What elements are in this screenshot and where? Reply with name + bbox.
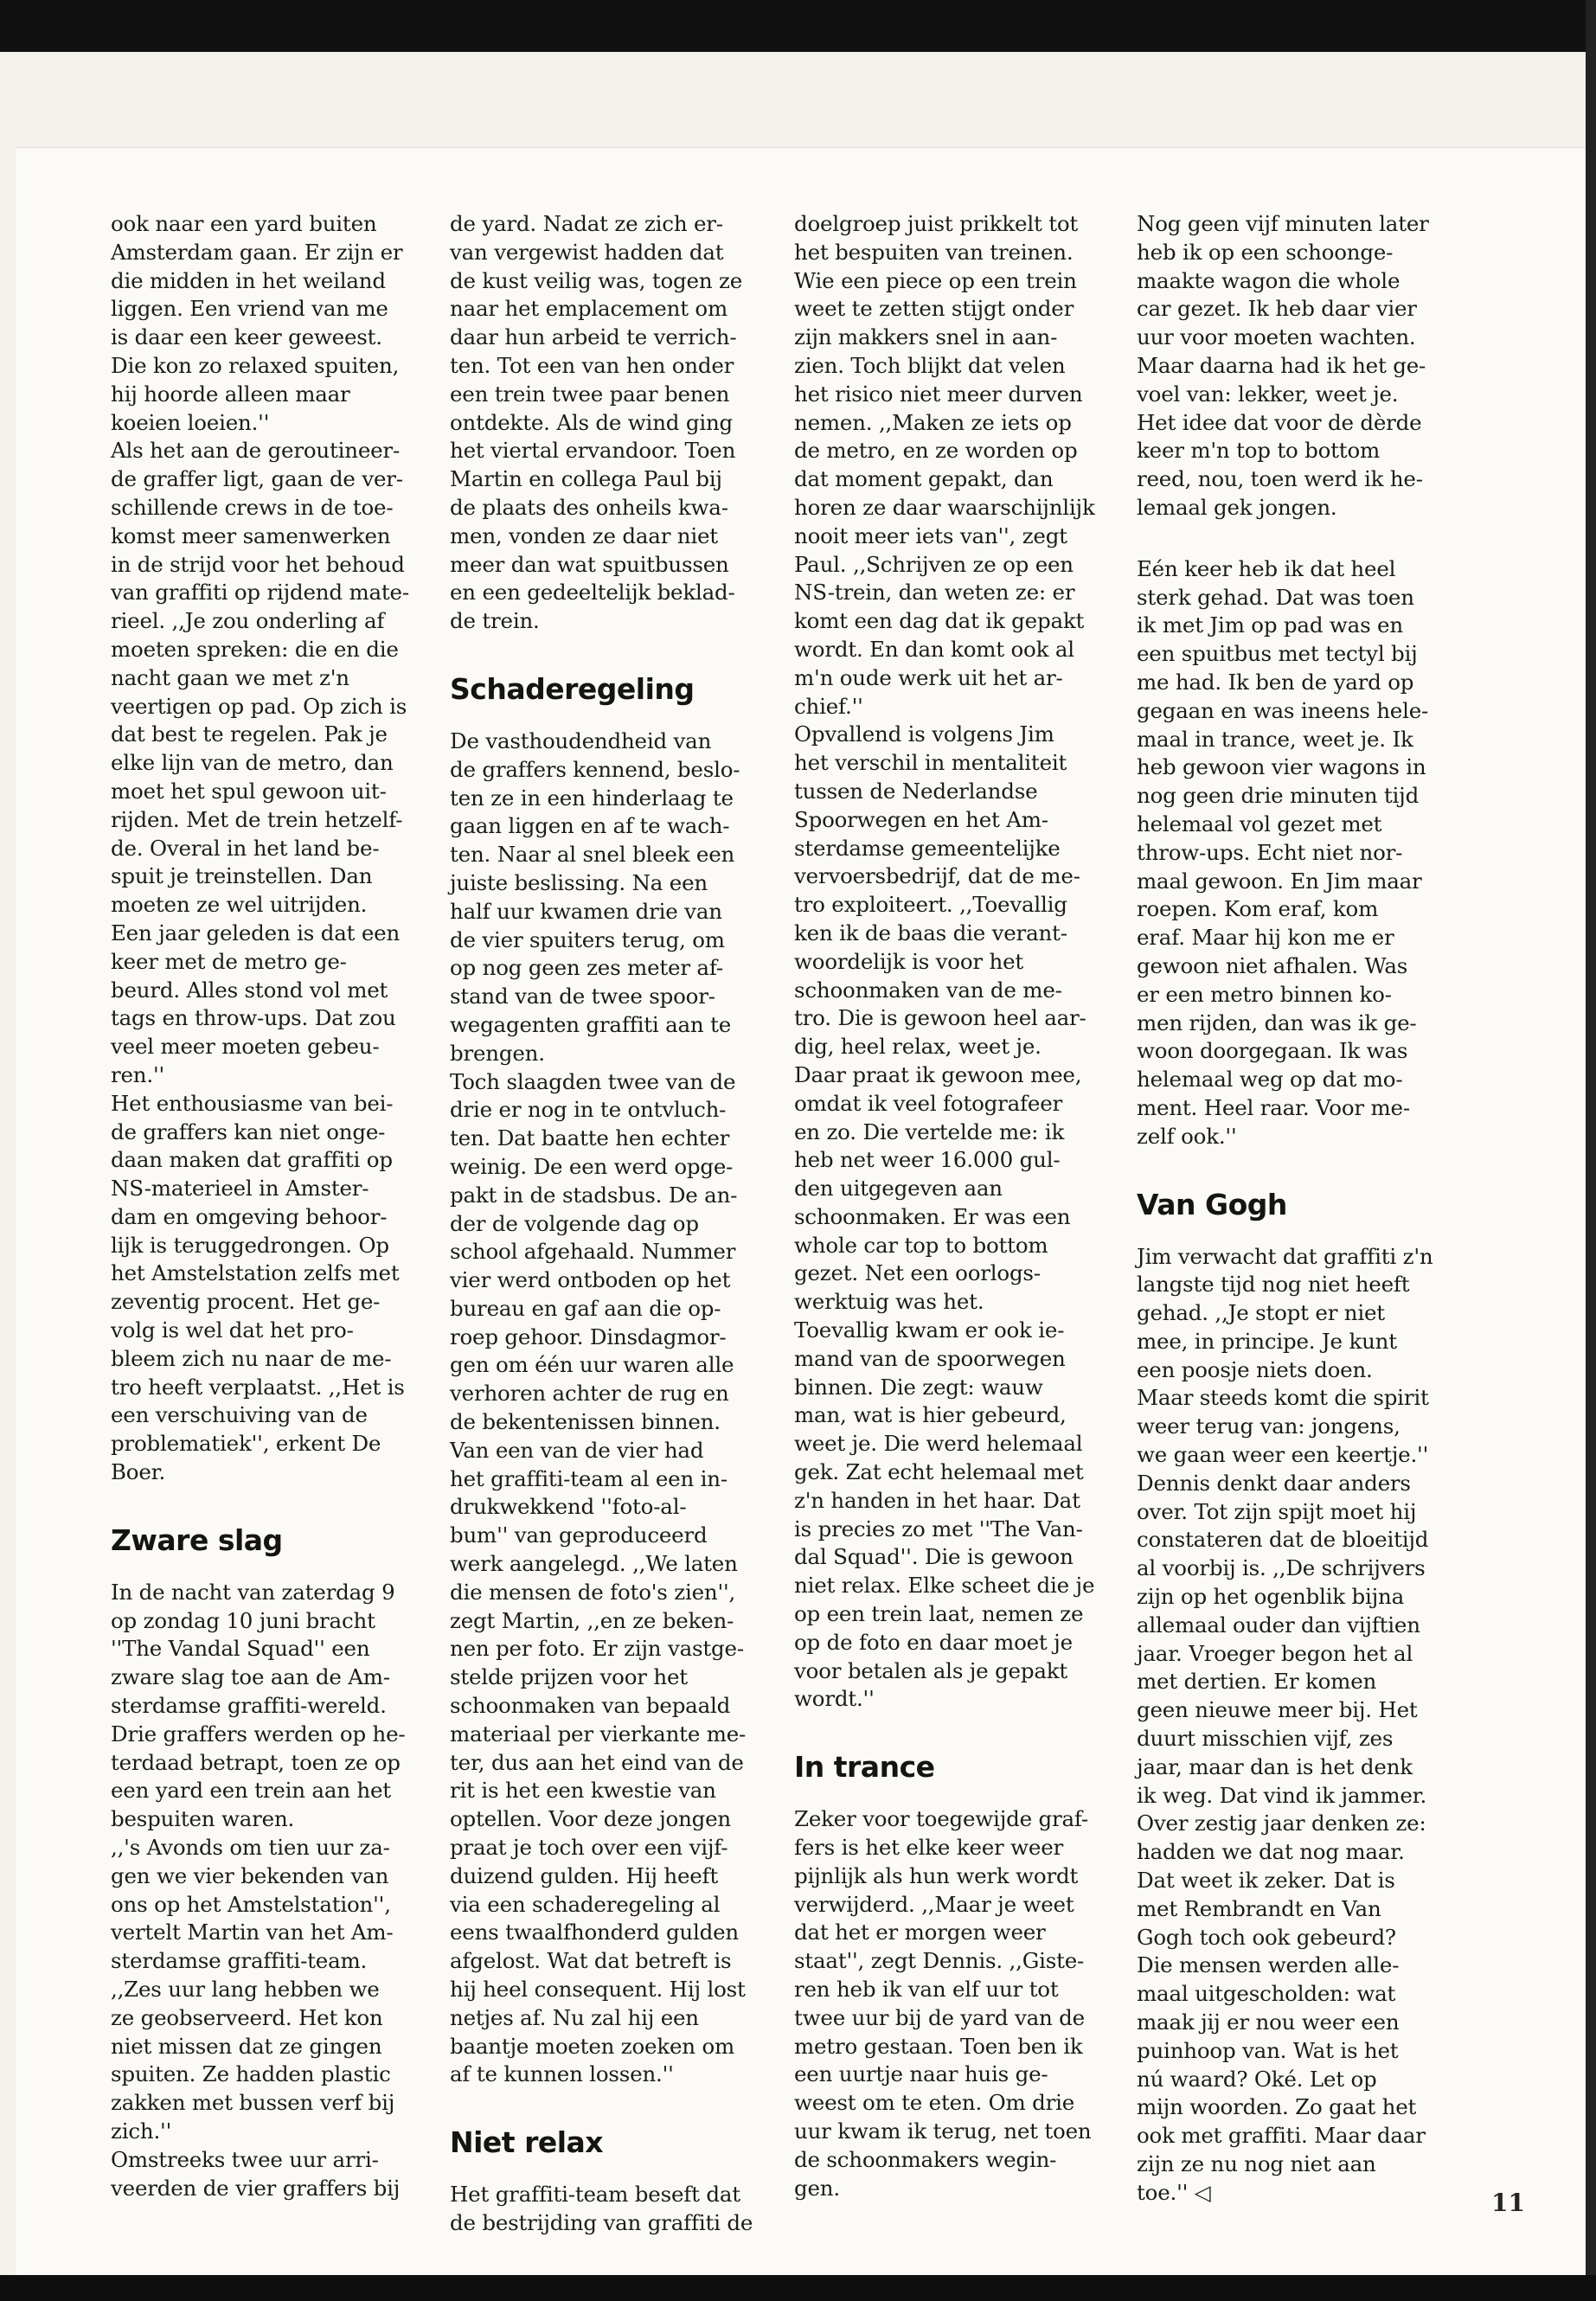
- paragraph: Het enthousiasme van bei- de graffers kan niet onge- daan maken dat graffiti op NS-materieel in Amster- dam en omgeving behoor- lijk is teruggedrongen. Op het Amstelstation zelfs met zeventig procent. Het ge- volg is wel dat het pro- bleem zich nu naar de me- tro heeft verplaatst. ,,Het is een verschuiving van de problematiek'', erkent De Boer.: [111, 1090, 405, 1485]
- paragraph: Als het aan de geroutineer- de graffer ligt, gaan de ver- schillende crews in de toe- komst meer samenwerken in de strijd voor het behoud van graffiti op rijdend mate- rieel. ,,Je zou onderling af moeten spreken: die en die nacht gaan we met z'n veertigen op pad. Op zich is dat best te regelen. Pak je elke lijn van de metro, dan moet het spul gewoon uit- rijden. Met de trein hetzelf- de. Overal in het land be- spuit je treinstellen. Dan moeten ze wel uitrijden. Een jaar geleden is dat een keer met de metro ge- beurd. Alles stond vol met tags en throw-ups. Dat zou veel meer moeten gebeu- ren.'': [111, 438, 409, 1087]
- paragraph: Eén keer heb ik dat heel sterk gehad. Dat was toen ik met Jim op pad was en een spuitbus met tectyl bij me had. Ik ben de yard op gegaan en was ineens hele- maal in trance, weet je. Ik heb gewoon vier wagons in nog geen drie minuten tijd helemaal vol gezet met throw-ups. Echt niet nor- maal gewoon. En Jim maar roepen. Kom eraf, kom eraf. Maar hij kon me er gewoon niet afhalen. Was er een metro binnen ko- men rijden, dan was ik ge- woon doorgegaan. Ik was helemaal weg op dat mo- ment. Heel raar. Voor me- zelf ook.'': [1137, 555, 1429, 1149]
- paragraph: Nog geen vijf minuten later heb ik op een schoonge- maakte wagon die whole car gezet. Ik heb daar vier uur voor moeten wachten. Maar daarna had ik het ge- voel van: lekker, weet je. Het idee dat voor de dèrde keer m'n top to bottom reed, nou, toen werd ik he- lemaal gek jongen.: [1137, 211, 1429, 520]
- paragraph: doelgroep juist prikkelt tot het bespuiten van treinen. Wie een piece op een trein weet te zetten stijgt onder zijn makkers snel in aan- zien. Toch blijkt dat velen het risico niet meer durven nemen. ,,Maken ze iets op de metro, en ze worden op dat moment gepakt, dan horen ze daar waarschijnlijk nooit meer iets van'', zegt Paul. ,,Schrijven ze op een NS-trein, dan weten ze: er komt een dag dat ik gepakt wordt. En dan komt ook al m'n oude werk uit het ar- chief.'': [794, 211, 1095, 719]
- paragraph: De vasthoudendheid van de graffers kennend, beslo- ten ze in een hinderlaag te gaan liggen en af te wach- ten. Naar al snel bleek een juiste beslissing. Na een half uur kwamen drie van de vier spuiters terug, om op nog geen zes meter af- stand van de twee spoor- wegagenten graffiti aan te brengen.: [450, 727, 740, 1066]
- paragraph: Toevallig kwam er ook ie- mand van de spoorwegen binnen. Die zegt: wauw man, wat is hier gebeurd, weet je. Die werd helemaal gek. Zat echt helemaal met z'n handen in het haar. Dat is precies zo met ''The Van- dal Squad''. Die is gewoon niet relax. Elke scheet die je op een trein laat, nemen ze op de foto en daar moet je voor betalen als je gepakt wordt.'': [794, 1317, 1095, 1712]
- paragraph: Opvallend is volgens Jim het verschil in mentaliteit tussen de Nederlandse Spoorwegen en het Am- sterdamse gemeentelijke vervoersbedrijf, dat de me- tro exploiteert. ,,Toevallig ken ik de baas die verant- woordelijk is voor het schoonmaken van de me- tro. Die is gewoon heel aar- dig, heel relax, weet je. Daar praat ik gewoon mee, omdat ik veel fotografeer en zo. Die vertelde me: ik heb net weer 16.000 gul- den uitgegeven aan schoonmaken. Er was een whole car top to bottom gezet. Net een oorlogs- werktuig was het.: [794, 721, 1086, 1315]
- paragraph: Het graffiti-team beseft dat de bestrijding van graffiti de: [450, 2182, 753, 2235]
- paragraph: In de nacht van zaterdag 9 op zondag 10 juni bracht ''The Vandal Squad'' een zware slag toe aan de Am- sterdamse graffiti-wereld. Drie graffers werden op he- terdaad betrapt, toen ze op een yard een trein aan het bespuiten waren.: [111, 1579, 406, 1832]
- paragraph: Van een van de vier had het graffiti-team al een in- drukwekkend ''foto-al- bum'' van geproduceerd werk aangelegd. ,,We laten die mensen de foto's zien'', zegt Martin, ,,en ze beken- nen per foto. Er zijn vastge- stelde prijzen voor het schoonmaken van bepaald materiaal per vierkante me- ter, dus aan het eind van de rit is het een kwestie van optellen. Voor deze jongen praat je toch over een vijf- duizend gulden. Hij heeft via een schaderegeling al eens twaalfhonderd gulden afgelost. Wat dat betreft is hij heel consequent. Hij lost netjes af. Nu zal hij een baantje moeten zoeken om af te kunnen lossen.'': [450, 1437, 747, 2087]
- paragraph: Jim verwacht dat graffiti z'n langste tijd nog niet heeft gehad. ,,Je stopt er niet mee, in principe. Je kunt een poosje niets doen. Maar steeds komt die spirit weer terug van: jongens, we gaan weer een keertje.'' Dennis denkt daar anders over. Tot zijn spijt moet hij constateren dat de bloeitijd al voorbij is. ,,De schrijvers zijn op het ogenblik bijna allemaal ouder dan vijftien jaar. Vroeger begon het al met dertien. Er komen geen nieuwe meer bij. Het duurt misschien vijf, zes jaar, maar dan is het denk ik weg. Dat vind ik jammer. Over zestig jaar denken ze: hadden we dat nog maar. Dat weet ik zeker. Dat is met Rembrandt en Van Gogh toch ook gebeurd? Die mensen werden alle- maal uitgescholden: wat maak jij er nou weer een puinhoop van. Wat is het nú waard? Oké. Let op mijn woorden. Zo gaat het ook met graffiti. Maar daar zijn ze nu nog niet aan toe.'' ◁: [1137, 1243, 1433, 2205]
- paragraph: ,,'s Avonds om tien uur za- gen we vier bekenden van ons op het Amstelstation'', vertelt Martin van het Am- sterdamse graffiti-team. ,,Zes uur lang hebben we ze geobserveerd. Het kon niet missen dat ze gingen spuiten. Ze hadden plastic zakken met bussen verf bij zich.'': [111, 1835, 395, 2144]
- paragraph: Toch slaagden twee van de drie er nog in te ontvluch- ten. Dat baatte hen echter weinig. De een werd opge- pakt in de stadsbus. De an- der de volgende dag op school afgehaald. Nummer vier werd ontboden op het bureau en gaf aan die op- roep gehoor. Dinsdagmor- gen om één uur waren alle verhoren achter de rug en de bekentenissen binnen.: [450, 1068, 738, 1435]
- scan-top-border: [0, 0, 1596, 52]
- section-heading-zware-slag: Zware slag: [111, 1522, 283, 1557]
- page-number: 11: [1491, 2189, 1525, 2217]
- section-heading-van-gogh: Van Gogh: [1137, 1187, 1287, 1221]
- paragraph: de yard. Nadat ze zich er- van vergewist hadden dat de kust veilig was, togen ze naar het emplacement om daar hun arbeid te verrich- ten. Tot een van hen onder een trein twee paar benen ontdekte. Als de wind ging het viertal ervandoor. Toen Martin en collega Paul bij de plaats des onheils kwa- men, vonden ze daar niet meer dan wat spuitbussen en een gedeeltelijk beklad- de trein.: [450, 211, 742, 634]
- paragraph: Omstreeks twee uur arri- veerden de vier graffers bij: [111, 2146, 401, 2201]
- scan-bottom-border: [0, 2275, 1596, 2301]
- paragraph: ook naar een yard buiten Amsterdam gaan. Er zijn er die midden in het weiland liggen. Een vriend van me is daar een keer geweest. Die kon zo relaxed spuiten, hij hoorde alleen maar koeien loeien.'': [111, 211, 403, 435]
- magazine-page: [16, 147, 1586, 2293]
- section-heading-in-trance: In trance: [794, 1750, 935, 1785]
- column-2: [450, 210, 779, 2238]
- section-heading-schaderegeling: Schaderegeling: [450, 671, 695, 706]
- section-heading-niet-relax: Niet relax: [450, 2125, 604, 2160]
- column-1: [111, 210, 439, 2202]
- scan-right-border: [1586, 0, 1596, 2301]
- column-4: [1137, 210, 1465, 2208]
- page-background: [0, 52, 1586, 2275]
- paragraph: Zeker voor toegewijde graf- fers is het elke keer weer pijnlijk als hun werk wordt verwijderd. ,,Maar je weet dat het er morgen weer staat'', zegt Dennis. ,,Giste- ren heb ik van elf uur tot twee uur bij de yard van de metro gestaan. Toen ben ik een uurtje naar huis ge- weest om te eten. Om drie uur kwam ik terug, net toen de schoonmakers wegin- gen.: [794, 1806, 1092, 2201]
- column-3: [794, 210, 1123, 2202]
